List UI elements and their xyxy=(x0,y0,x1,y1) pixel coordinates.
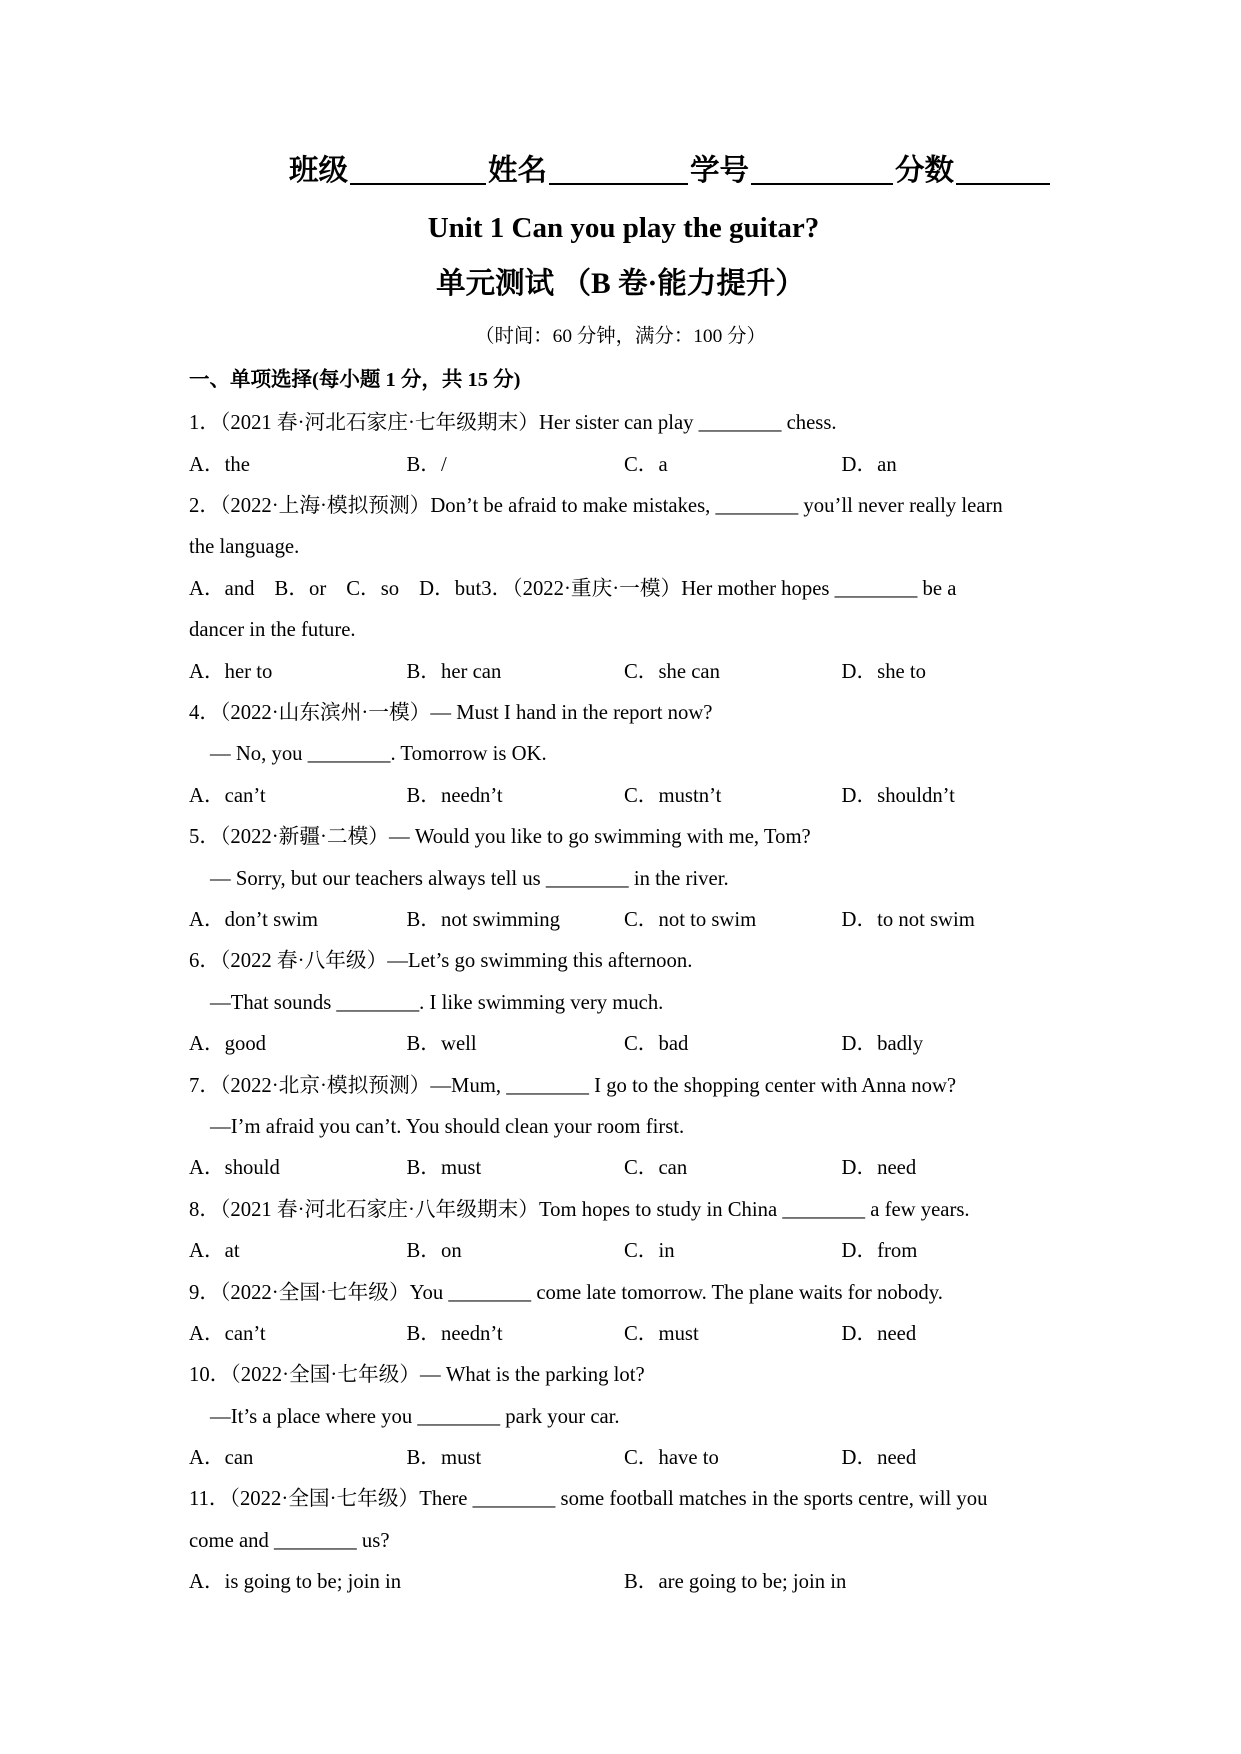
question-source: （2021 春·河北石家庄·七年级期末） xyxy=(220,412,539,435)
option-b xyxy=(407,652,625,693)
section-heading: 一、单项选择(每小题 1 分，共 15 分) xyxy=(189,369,521,391)
option-text: not swimming xyxy=(441,908,560,931)
option-label: A． xyxy=(189,1571,225,1594)
option-text: at xyxy=(224,1240,240,1263)
question-1-stem xyxy=(189,403,1189,444)
option-label: D． xyxy=(841,1157,878,1180)
option-d xyxy=(842,1148,1060,1189)
question-7-dialogue-reply xyxy=(189,1107,1189,1148)
option-b xyxy=(407,1438,625,1479)
question-text: There ________ some football matches in the sports centre, will you xyxy=(419,1488,988,1511)
option-text: need xyxy=(877,1447,917,1470)
question-7-stem xyxy=(189,1066,1189,1107)
question-10-stem xyxy=(189,1355,1189,1396)
option-label: B． xyxy=(406,1157,441,1180)
option-d xyxy=(842,776,1060,817)
option-label: D． xyxy=(841,1240,878,1263)
option-label: B． xyxy=(406,908,441,931)
option-d xyxy=(842,652,1060,693)
option-text: should xyxy=(224,1157,280,1180)
question-text: come and ________ us? xyxy=(189,1529,390,1552)
option-label: A． xyxy=(189,660,225,683)
option-label: D． xyxy=(841,1033,878,1056)
option-label: B． xyxy=(406,453,441,476)
option-text: have to xyxy=(658,1447,719,1470)
option-text: she to xyxy=(877,660,926,683)
question-text: — Sorry, but our teachers always tell us ________ in the river. xyxy=(210,867,729,890)
option-label: B． xyxy=(406,1322,441,1345)
question-11-stem-continued xyxy=(189,1521,1189,1562)
exam-info: （时间：60 分钟，满分：100 分） xyxy=(475,326,766,347)
question-number: 11． xyxy=(189,1488,230,1511)
option-label: B． xyxy=(406,1033,441,1056)
question-text: You ________ come late tomorrow. The plane waits for nobody. xyxy=(409,1281,943,1304)
option-label: C． xyxy=(624,1322,659,1345)
question-6-dialogue-reply xyxy=(189,983,1189,1024)
option-text: need xyxy=(877,1322,917,1345)
question-text: the language. xyxy=(189,536,300,559)
question-number: 8． xyxy=(189,1198,221,1221)
option-label: C． xyxy=(624,784,659,807)
option-a xyxy=(189,1148,407,1189)
question-11-options xyxy=(189,1562,1189,1603)
option-label: C． xyxy=(624,453,659,476)
option-label: C． xyxy=(624,908,659,931)
question-4-options xyxy=(189,776,1189,817)
option-text: is going to be; join in xyxy=(224,1571,402,1594)
question-source: （2022·全国·七年级） xyxy=(220,1281,410,1304)
option-text: good xyxy=(224,1033,267,1056)
option-label: A． xyxy=(189,908,225,931)
option-label: A． xyxy=(189,577,225,600)
question-5-stem xyxy=(189,817,1189,858)
option-b xyxy=(407,776,625,817)
option-a xyxy=(189,900,407,941)
option-label: C． xyxy=(624,1240,659,1263)
option-label: B． xyxy=(624,1571,659,1594)
question-10-dialogue-reply xyxy=(189,1397,1189,1438)
option-b xyxy=(407,1148,625,1189)
question-number: 3． xyxy=(481,577,513,600)
question-number: 7． xyxy=(189,1074,221,1097)
question-text: —Mum, ________ I go to the shopping center with Anna now? xyxy=(430,1074,957,1097)
option-text: need xyxy=(877,1157,917,1180)
question-number: 2． xyxy=(189,495,221,518)
question-11-stem xyxy=(189,1479,1189,1520)
option-label: B． xyxy=(406,1240,441,1263)
class-label: 班级 xyxy=(289,155,349,187)
option-label: C． xyxy=(624,1157,659,1180)
option-label: A． xyxy=(189,1240,225,1263)
option-text: in xyxy=(658,1240,675,1263)
option-text: or xyxy=(309,577,327,600)
question-number: 10． xyxy=(189,1364,231,1387)
option-label: B． xyxy=(406,784,441,807)
student-no-label: 学号 xyxy=(690,155,750,187)
option-label: C． xyxy=(346,577,381,600)
question-text: Her sister can play ________ chess. xyxy=(538,412,837,435)
option-label: B． xyxy=(406,1447,441,1470)
question-2-stem xyxy=(189,486,1189,527)
option-d xyxy=(842,445,1060,486)
option-c xyxy=(624,1148,842,1189)
option-text: can’t xyxy=(224,784,266,807)
option-b xyxy=(275,578,327,600)
question-6-stem xyxy=(189,941,1189,982)
option-text: badly xyxy=(877,1033,924,1056)
option-d xyxy=(842,1024,1060,1065)
option-a xyxy=(189,776,407,817)
question-source: （2022·重庆·一模） xyxy=(512,577,682,600)
option-label: A． xyxy=(189,453,225,476)
question-text: —I’m afraid you can’t. You should clean your room first. xyxy=(210,1115,685,1138)
question-6-options xyxy=(189,1024,1189,1065)
question-text: — What is the parking lot? xyxy=(420,1364,645,1387)
option-text: shouldn’t xyxy=(877,784,955,807)
question-9-stem xyxy=(189,1273,1189,1314)
question-text: —Let’s go swimming this afternoon. xyxy=(387,950,693,973)
option-d xyxy=(842,1314,1060,1355)
question-text: — Must I hand in the report now? xyxy=(430,702,713,725)
option-label: A． xyxy=(189,784,225,807)
option-a xyxy=(189,1438,407,1479)
option-text: the xyxy=(224,453,250,476)
question-4-stem xyxy=(189,693,1189,734)
question-source: （2022·北京·模拟预测） xyxy=(220,1074,431,1097)
option-text: don’t swim xyxy=(224,908,318,931)
option-text: an xyxy=(877,453,897,476)
question-source: （2022 春·八年级） xyxy=(220,950,388,973)
option-d xyxy=(419,578,481,600)
score-label: 分数 xyxy=(895,155,955,187)
option-label: D． xyxy=(841,1322,878,1345)
option-c xyxy=(624,776,842,817)
question-4-dialogue-reply xyxy=(189,734,1189,775)
option-c xyxy=(624,900,842,941)
option-label: D． xyxy=(841,660,878,683)
option-c xyxy=(624,1231,842,1272)
question-source: （2022·上海·模拟预测） xyxy=(220,495,431,518)
name-label: 姓名 xyxy=(488,155,548,187)
option-a xyxy=(189,1231,407,1272)
option-b xyxy=(407,1024,625,1065)
option-c xyxy=(624,1314,842,1355)
question-text: —It’s a place where you ________ park your car. xyxy=(210,1405,620,1428)
option-d xyxy=(842,1438,1060,1479)
option-text: needn’t xyxy=(441,784,503,807)
question-9-options xyxy=(189,1314,1189,1355)
name-blank xyxy=(549,157,688,185)
option-c xyxy=(624,1024,842,1065)
score-blank xyxy=(956,157,1050,185)
option-label: C． xyxy=(624,1447,659,1470)
option-d xyxy=(842,900,1060,941)
option-text: well xyxy=(441,1033,477,1056)
option-label: B． xyxy=(406,660,441,683)
option-text: but xyxy=(454,577,482,600)
option-text: / xyxy=(441,453,447,476)
option-text: needn’t xyxy=(441,1322,503,1345)
option-label: B． xyxy=(274,577,310,600)
option-label: D． xyxy=(419,577,455,600)
option-d xyxy=(842,1231,1060,1272)
question-source: （2022·新疆·二模） xyxy=(220,826,389,849)
option-b xyxy=(407,1314,625,1355)
option-a xyxy=(189,1024,407,1065)
option-text: to not swim xyxy=(877,908,975,931)
option-text: can xyxy=(224,1447,254,1470)
question-10-options xyxy=(189,1438,1189,1479)
option-text: from xyxy=(877,1240,918,1263)
question-2-stem-continued xyxy=(189,527,1189,568)
option-a xyxy=(189,578,255,600)
option-b xyxy=(624,1562,1059,1603)
question-number: 4． xyxy=(189,702,221,725)
option-a xyxy=(189,652,407,693)
page-subtitle: 单元测试 （B 卷·能力提升） xyxy=(436,268,805,300)
question-number: 5． xyxy=(189,826,221,849)
option-a xyxy=(189,1562,624,1603)
option-label: D． xyxy=(841,908,878,931)
question-number: 6． xyxy=(189,950,221,973)
question-3-stem-continued xyxy=(189,610,1189,651)
option-c xyxy=(624,445,842,486)
option-b xyxy=(407,1231,625,1272)
question-text: Her mother hopes ________ be a xyxy=(681,577,957,600)
option-text: not to swim xyxy=(658,908,757,931)
question-8-options xyxy=(189,1231,1189,1272)
option-label: C． xyxy=(624,1033,659,1056)
question-source: （2022·全国·七年级） xyxy=(229,1488,420,1511)
option-label: D． xyxy=(841,1447,878,1470)
question-number: 1． xyxy=(189,412,221,435)
question-text: Tom hopes to study in China ________ a few years. xyxy=(538,1198,970,1221)
question-text: — Would you like to go swimming with me, Tom? xyxy=(388,826,811,849)
question-list xyxy=(189,403,1189,1603)
option-label: A． xyxy=(189,1447,225,1470)
question-source: （2022·全国·七年级） xyxy=(230,1364,421,1387)
question-source: （2022·山东滨州·一模） xyxy=(220,702,431,725)
question-1-options xyxy=(189,445,1189,486)
question-text: Don’t be afraid to make mistakes, ________ you’ll never really learn xyxy=(430,495,1003,518)
option-text: on xyxy=(441,1240,462,1263)
question-text: dancer in the future. xyxy=(189,619,356,642)
student-no-blank xyxy=(751,157,893,185)
option-label: A． xyxy=(189,1157,225,1180)
option-label: D． xyxy=(841,453,878,476)
option-label: C． xyxy=(624,660,659,683)
option-text: are going to be; join in xyxy=(658,1571,847,1594)
question-source: （2021 春·河北石家庄·八年级期末） xyxy=(220,1198,539,1221)
class-blank xyxy=(350,157,486,185)
option-text: she can xyxy=(658,660,720,683)
option-text: must xyxy=(441,1157,482,1180)
option-text: a xyxy=(658,453,668,476)
page-title: Unit 1 Can you play the guitar? xyxy=(427,212,820,244)
option-text: so xyxy=(380,577,400,600)
option-text: must xyxy=(441,1447,482,1470)
option-text: can xyxy=(658,1157,688,1180)
option-c xyxy=(624,1438,842,1479)
option-a xyxy=(189,1314,407,1355)
option-c xyxy=(624,652,842,693)
option-a xyxy=(189,445,407,486)
option-text: her to xyxy=(224,660,273,683)
option-label: D． xyxy=(841,784,878,807)
option-label: A． xyxy=(189,1322,225,1345)
option-text: can’t xyxy=(224,1322,266,1345)
option-label: A． xyxy=(189,1033,225,1056)
option-text: and xyxy=(224,577,255,600)
question-text: — No, you ________. Tomorrow is OK. xyxy=(210,743,547,766)
question-8-stem xyxy=(189,1190,1189,1231)
question-text: —That sounds ________. I like swimming very much. xyxy=(210,991,664,1014)
question-5-dialogue-reply xyxy=(189,859,1189,900)
option-text: must xyxy=(658,1322,699,1345)
option-text: mustn’t xyxy=(658,784,722,807)
option-b xyxy=(407,445,625,486)
option-text: her can xyxy=(441,660,502,683)
question-number: 9． xyxy=(189,1281,221,1304)
question-7-options xyxy=(189,1148,1189,1189)
option-c xyxy=(346,578,399,600)
student-info-row xyxy=(287,150,1050,192)
question-5-options xyxy=(189,900,1189,941)
question-3-options xyxy=(189,652,1189,693)
option-text: bad xyxy=(658,1033,689,1056)
question-2-options-and-question-3-stem xyxy=(189,569,1189,610)
option-b xyxy=(407,900,625,941)
